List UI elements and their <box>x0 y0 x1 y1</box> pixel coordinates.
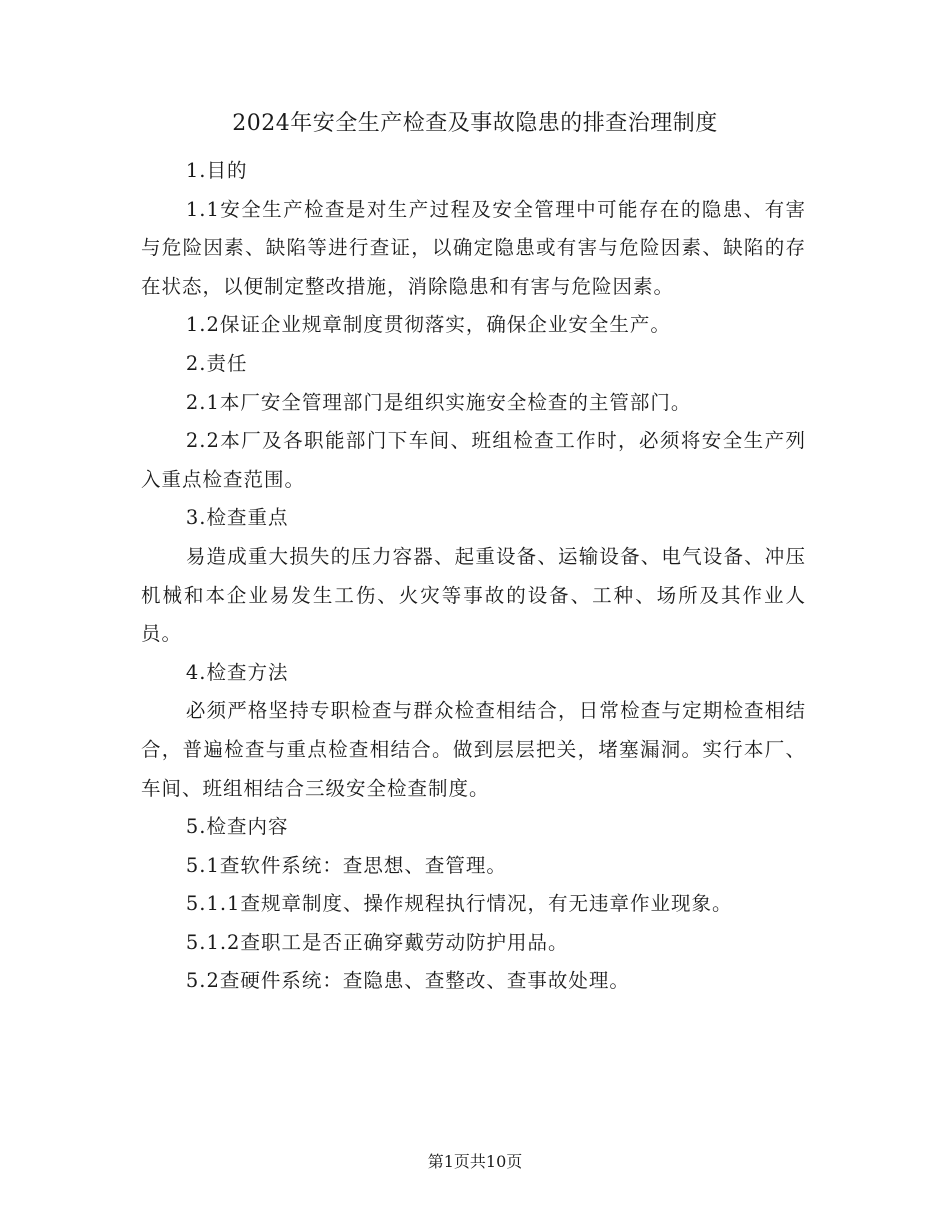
paragraph-5-1-1: 5.1.1查规章制度、操作规程执行情况，有无违章作业现象。 <box>185 892 733 916</box>
heading-purpose: 1.目的 <box>185 159 248 182</box>
paragraph-5-2: 5.2查硬件系统：查隐患、查整改、查事故处理。 <box>185 969 630 993</box>
heading-inspection-method: 4.检查方法 <box>185 660 289 684</box>
paragraph-inspection-focus: 易造成重大损失的压力容器、起重设备、运输设备、电气设备、冲压机械和本企业易发生工伤、火灾等事故的设备、工种、场所及其作业人员。 <box>141 544 806 646</box>
document-body <box>141 152 806 1001</box>
page-number-footer: 第1页共10页 <box>427 1152 523 1171</box>
heading-responsibility: 2.责任 <box>185 351 248 375</box>
paragraph-5-1-2: 5.1.2查职工是否正确穿戴劳动防护用品。 <box>185 930 569 954</box>
paragraph-1-2: 1.2保证企业规章制度贯彻落实，确保企业安全生产。 <box>185 313 671 337</box>
paragraph-2-2: 2.2本厂及各职能部门下车间、班组检查工作时，必须将安全生产列入重点检查范围。 <box>141 429 806 491</box>
heading-inspection-content: 5.检查内容 <box>185 815 289 839</box>
paragraph-1-1: 1.1安全生产检查是对生产过程及安全管理中可能存在的隐患、有害与危险因素、缺陷等进行查证，以确定隐患或有害与危险因素、缺陷的存在状态，以便制定整改措施，消除隐患和有害与危险因素。 <box>141 197 806 298</box>
heading-inspection-focus: 3.检查重点 <box>185 506 289 530</box>
paragraph-5-1: 5.1查软件系统：查思想、查管理。 <box>185 853 507 877</box>
document-title: 2024年安全生产检查及事故隐患的排查治理制度 <box>232 111 718 136</box>
paragraph-2-1: 2.1本厂安全管理部门是组织实施安全检查的主管部门。 <box>185 390 692 414</box>
paragraph-inspection-method: 必须严格坚持专职检查与群众检查相结合，日常检查与定期检查相结合，普遍检查与重点检查相结合。做到层层把关，堵塞漏洞。实行本厂、车间、班组相结合三级安全检查制度。 <box>141 699 806 800</box>
